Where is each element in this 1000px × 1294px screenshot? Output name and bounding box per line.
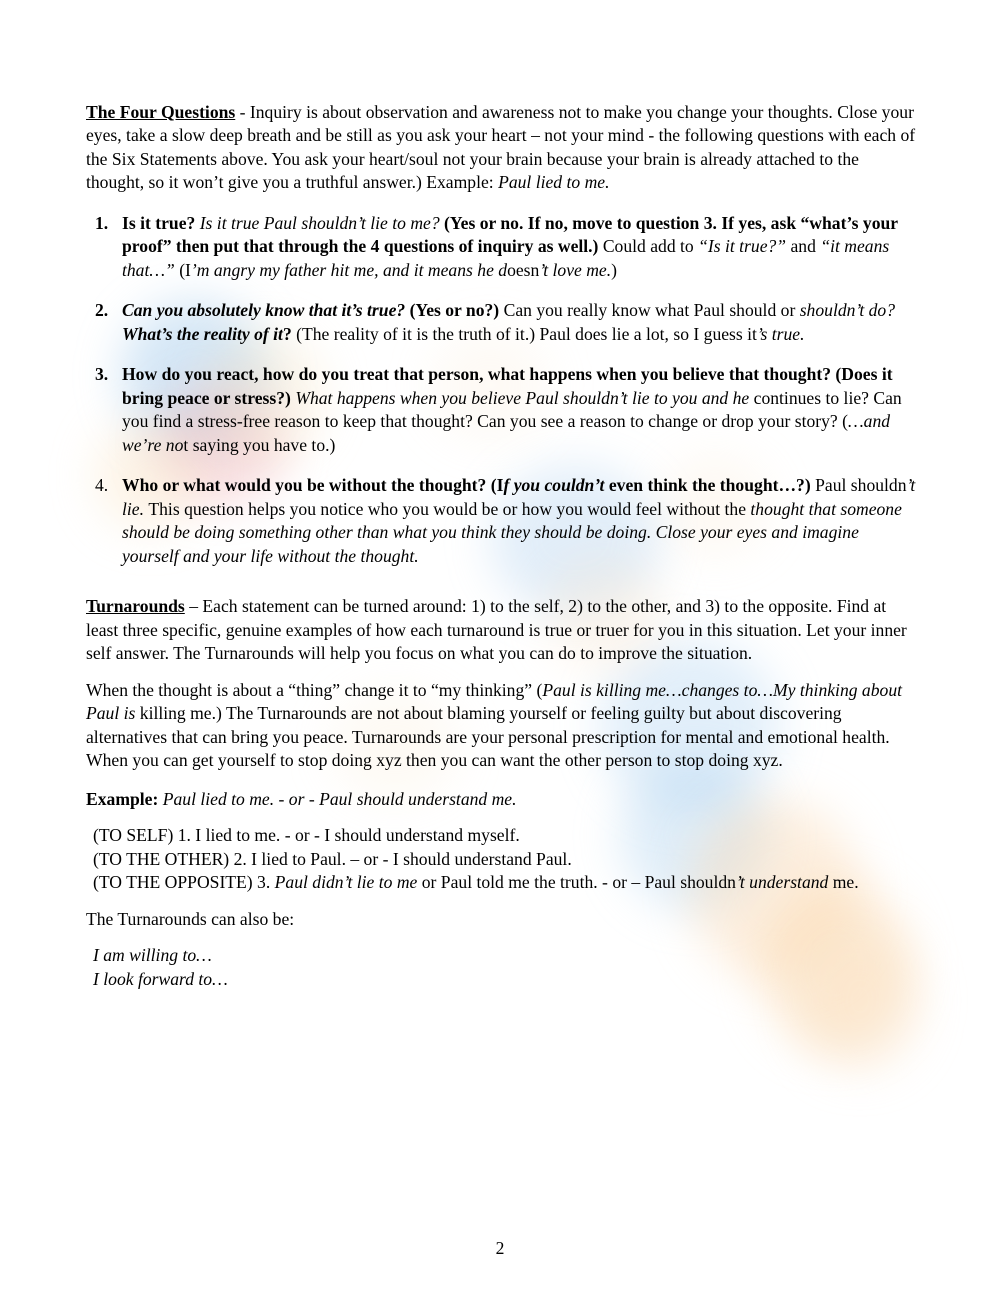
turnarounds-paragraph-1: Each statement can be turned around: 1) to the self, 2) to the other, and 3) to the opposite. Find at least three specific, genuine examples of how each turnaround is true or truer for you in this situation. Let your inner self answer. The Turnarounds will help you focus on what you can do to improve the situation. — [86, 596, 907, 664]
text-run: (Yes or no?) — [409, 300, 504, 321]
question-number: 3. — [95, 364, 109, 385]
text-run: ? — [282, 323, 297, 344]
text-run: Could add to — [602, 236, 699, 257]
question-number: 4. — [95, 475, 109, 496]
four-questions-list — [86, 212, 918, 568]
turnarounds-also-list — [93, 944, 918, 991]
question-number: 2. — [95, 300, 109, 321]
text-run: What’s the reality of it — [122, 323, 283, 344]
text-run: t saying you have to.) — [183, 434, 336, 455]
example-text: Paul lied to me. - or - Paul should understand me. — [158, 788, 517, 809]
text-run: When the thought is about a “thing” change it to “my thinking” ( — [86, 679, 543, 700]
text-run: killing me.) The Turnarounds are not about blaming yourself or feeling guilty but about discovering alternatives that can bring you peace. Turnarounds are your personal prescription for mental and emotional health. When you can get yourself to stop doing xyz then you can want the other person to stop doing xyz. — [86, 703, 890, 771]
text-run: ) — [611, 259, 617, 280]
text-run: Paul didn’t lie to me — [274, 872, 422, 893]
question-item-3 — [86, 363, 918, 457]
question-item-2 — [86, 299, 918, 346]
four-questions-intro-paragraph — [86, 101, 918, 195]
text-run: Paul is killing me…changes to…My thinking about Paul is — [86, 679, 903, 724]
text-run: What happens when you believe Paul shouldn’t lie to you and he — [295, 387, 754, 408]
text-run: oesn — [507, 259, 540, 280]
text-run: ’t lie. — [122, 475, 916, 519]
text-run: even think the thought…?) — [608, 475, 811, 496]
question-item-4 — [86, 474, 918, 568]
text-run: (The reality of it is the truth of it.) Paul does lie a lot, so I guess it — [296, 323, 757, 344]
text-run: Can you really know what Paul should or — [503, 300, 800, 321]
turnarounds-section — [86, 595, 918, 991]
turnarounds-heading: Turnarounds — [86, 596, 185, 617]
text-run: and — [790, 236, 821, 257]
turnaround-line-3 — [93, 871, 918, 894]
text-run: Is it true? — [122, 212, 200, 233]
turnaround-line-2 — [93, 848, 918, 871]
text-run: Can you absolutely know that it’s true? — [122, 300, 410, 321]
text-run: ’t love me. — [539, 259, 612, 280]
text-run: (TO THE OPPOSITE) 3. — [93, 872, 275, 893]
text-run: Paul shouldn — [810, 475, 907, 496]
text-run: ’m angry my father hit me, and it means he d — [190, 259, 508, 280]
turnarounds-example-paragraph — [86, 788, 918, 811]
page-number: 2 — [495, 1238, 505, 1258]
turnarounds-also-label: The Turnarounds can also be: — [86, 908, 295, 929]
question-text — [122, 300, 895, 343]
turnarounds-intro-paragraph — [86, 595, 918, 665]
four-questions-heading-separator: - — [235, 102, 250, 122]
text-run: Is it true Paul shouldn’t lie to me? — [199, 212, 445, 233]
text-run: shouldn’t do? — [799, 300, 896, 321]
text-run: (TO THE OTHER) 2. I lied to Paul. – or - I should understand Paul. — [93, 848, 572, 869]
text-run: (I — [179, 259, 191, 280]
turnaround-examples-list — [93, 824, 918, 894]
turnaround-line-1 — [93, 824, 918, 847]
text-run: or Paul told me the truth. - or – Paul shouldn — [421, 872, 736, 893]
text-run: (Yes or no. If no, move to question 3. If yes, ask “what’s your proof” then put that through the 4 questions of inquiry as well.) — [122, 212, 898, 257]
text-run: “Is it true?” — [698, 236, 791, 257]
turnarounds-paragraph-2 — [86, 679, 918, 773]
turnarounds-heading-separator: – — [184, 596, 203, 617]
four-questions-heading: The Four Questions — [86, 102, 236, 122]
text-run: me. — [832, 872, 859, 893]
text-run: ’s true. — [756, 323, 805, 344]
text-run: continues to lie? Can you find a stress-free reason to keep that thought? Can you see a reason to change or drop your story? ( — [122, 387, 902, 432]
question-number: 1. — [95, 212, 109, 233]
turnarounds-also-line-1: I am willing to… — [93, 945, 212, 966]
text-run: This question helps you notice who you would be or how you would feel without the — [148, 498, 751, 519]
document-body — [86, 101, 918, 1004]
text-run: thought that someone should be doing something other than what you think they should be doing. Close your eyes and imagine yourself and your life without the thought. — [122, 498, 902, 566]
example-label: Example: — [86, 788, 159, 809]
question-text — [122, 475, 915, 565]
text-run: …and we’re no — [122, 411, 891, 455]
text-run: ’t understand — [735, 872, 833, 893]
question-text — [122, 364, 902, 454]
text-run: How do you react, how do you treat that person, what happens when you believe that thought? (Does it bring peace or stress?) — [122, 364, 893, 408]
turnarounds-also-line-2: I look forward to… — [93, 968, 228, 989]
four-questions-intro-text: Inquiry is about observation and awareness not to make you change your thoughts. Close your eyes, take a slow deep breath and be still as you ask your heart – not your mind - the following questions with each of the Six Statements above. You ask your heart/soul not your brain because your brain is already attached to the thought, so it won’t give you a truthful answer.) Example: — [86, 102, 916, 193]
text-run: Who or what would you be without the thought? (I — [122, 475, 504, 496]
text-run: “it means that…” — [122, 236, 890, 280]
four-questions-intro-example: Paul lied to me. — [498, 172, 610, 193]
question-item-1 — [86, 212, 918, 282]
text-run: f you couldn’t — [503, 475, 609, 496]
text-run: (TO SELF) 1. I lied to me. - or - I should understand myself. — [93, 825, 520, 846]
question-text — [122, 213, 898, 280]
